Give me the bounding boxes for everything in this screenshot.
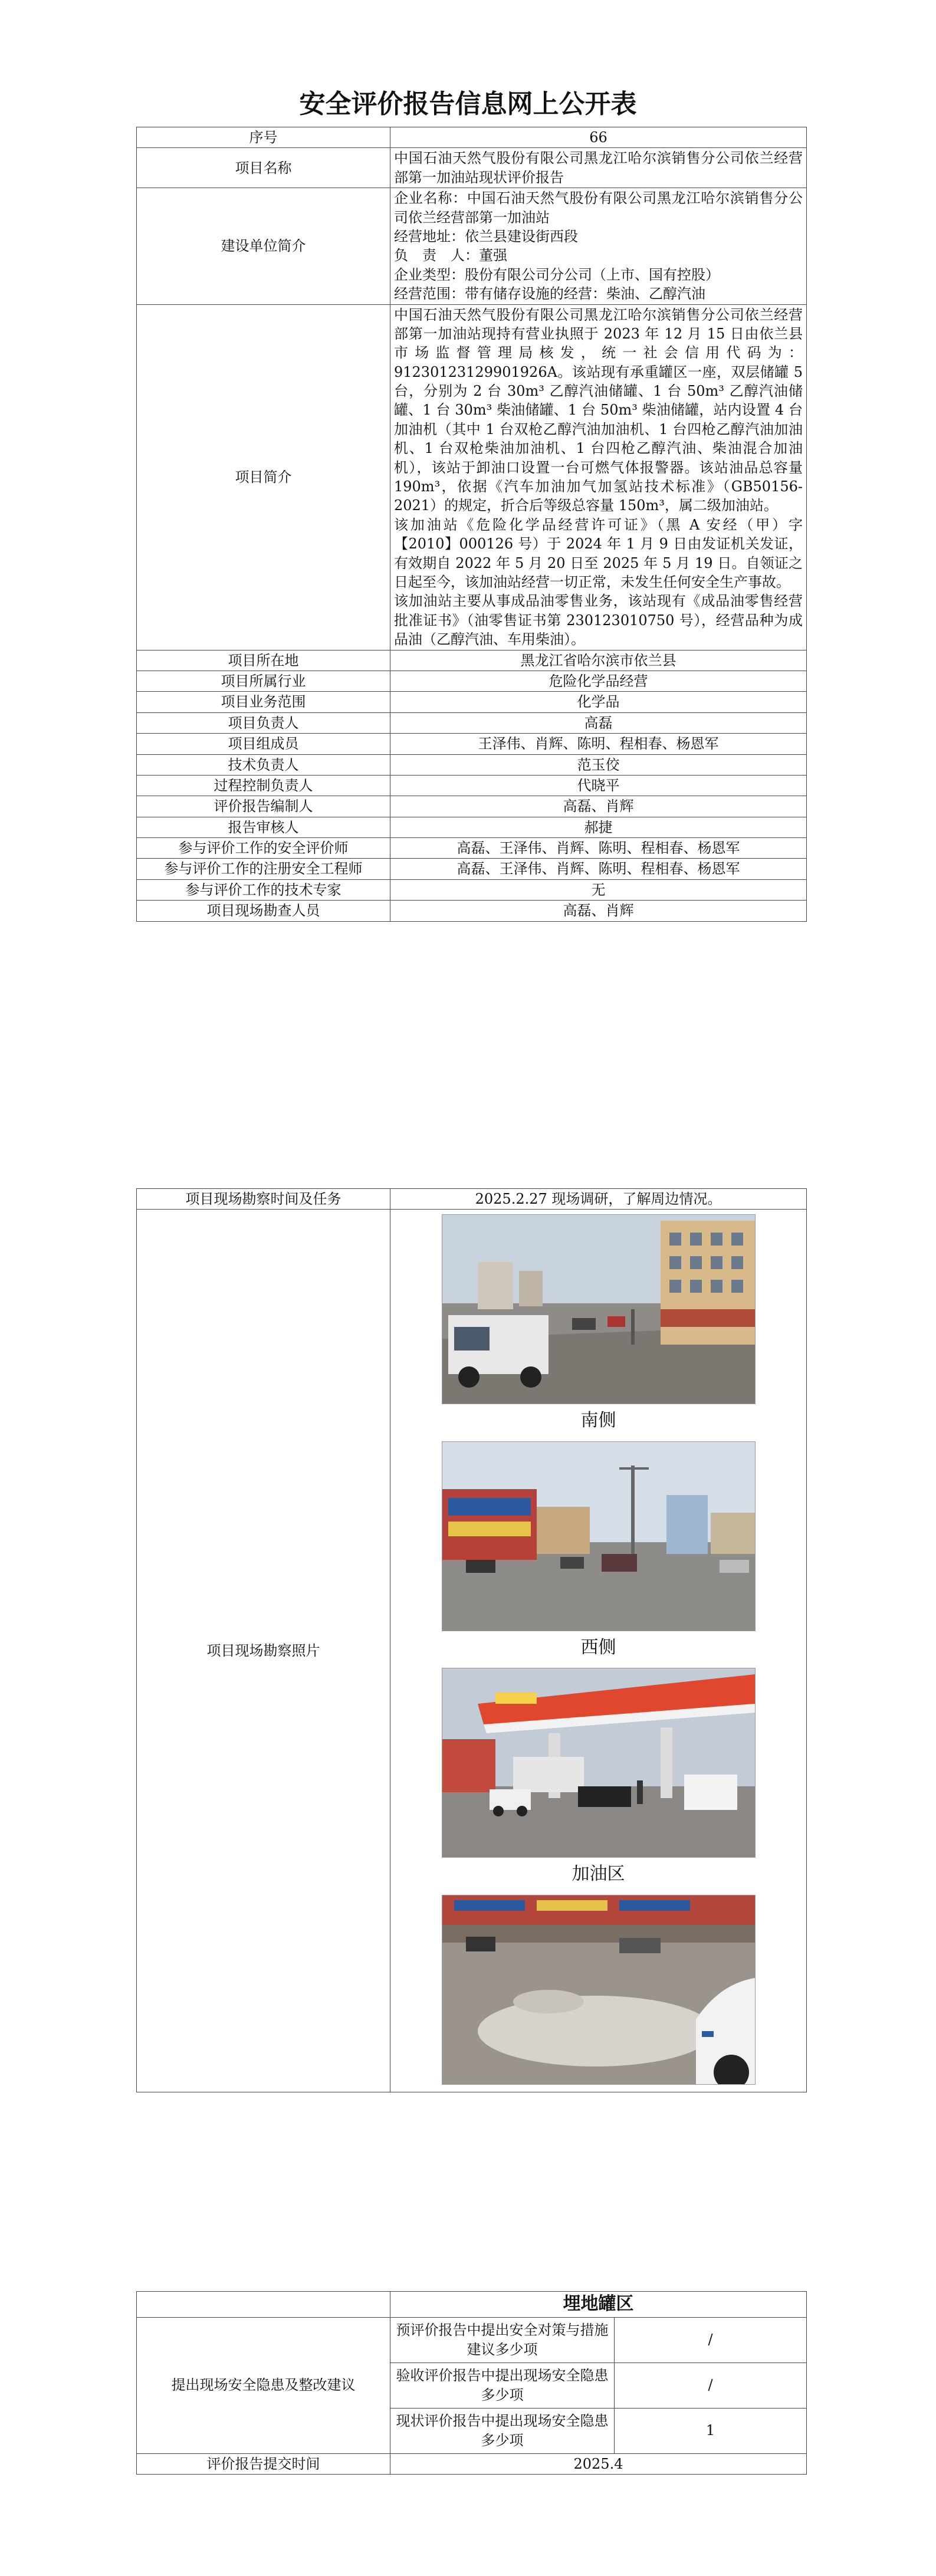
reviewer-value: 郝捷 bbox=[390, 817, 807, 837]
compiler-label: 评价报告编制人 bbox=[137, 796, 390, 817]
leader-value: 高磊 bbox=[390, 712, 807, 733]
table-row bbox=[137, 2453, 807, 2474]
process-leader-value: 代晓平 bbox=[390, 775, 807, 796]
info-table bbox=[136, 127, 807, 922]
hazard-answer: 1 bbox=[615, 2408, 807, 2453]
tech-leader-label: 技术负责人 bbox=[137, 754, 390, 775]
unit-intro-label: 建设单位简介 bbox=[137, 188, 390, 304]
unit-intro-value bbox=[390, 188, 807, 304]
photo-fueling-area bbox=[442, 1668, 756, 1858]
scope-label: 项目业务范围 bbox=[137, 692, 390, 712]
project-intro-label: 项目简介 bbox=[137, 304, 390, 650]
photo-south bbox=[442, 1214, 756, 1404]
process-leader-label: 过程控制负责人 bbox=[137, 775, 390, 796]
table-row bbox=[137, 879, 807, 900]
table-row bbox=[137, 2317, 807, 2363]
table-row bbox=[137, 754, 807, 775]
survey-time-label: 项目现场勘察时间及任务 bbox=[137, 1189, 390, 1210]
members-value: 王泽伟、肖辉、陈明、程相春、杨恩军 bbox=[390, 734, 807, 754]
photo-caption: 加油区 bbox=[572, 1864, 625, 1885]
table-row bbox=[137, 712, 807, 733]
intro-paragraph: 该加油站《危险化学品经营许可证》（黑 A 安经（甲）字【2010】000126 号）于 2024 年 1 月 9 日由发证机关发证，有效期自 2022 年 5 月 20 日至 2025 年 5 月 19 日。自领证之日起至今，该加油站经营一切正常，未发生任何安全生产事故。 bbox=[394, 516, 803, 590]
unit-line: 企业名称：中国石油天然气股份有限公司黑龙江哈尔滨销售分公司依兰经营部第一加油站 bbox=[394, 190, 803, 226]
hazard-question: 验收评价报告中提出现场安全隐患多少项 bbox=[390, 2363, 615, 2408]
page-title: 安全评价报告信息网上公开表 bbox=[299, 89, 637, 119]
hazards-header: 埋地罐区 bbox=[390, 2292, 807, 2318]
hazards-table bbox=[136, 2291, 807, 2475]
table-row bbox=[137, 650, 807, 671]
table-row bbox=[137, 1210, 807, 2092]
intro-paragraph: 中国石油天然气股份有限公司黑龙江哈尔滨销售分公司依兰经营部第一加油站现持有营业执照于 2023 年 12 月 15 日由依兰县市场监督管理局核发，统一社会信用代码为：91230123129901926A。该站现有承重罐区一座，双层储罐 5 台，分别为 2 台 30m³ 乙醇汽油储罐、1 台 50m³ 乙醇汽油储罐、1 台 30m³ 柴油储罐、1 台 50m³ 柴油储罐，站内设置 4 台加油机（其中 1 台双枪乙醇汽油加油机、1 台四枪乙醇汽油加油机、1 台双枪柴油加油机、1 台四枪乙醇汽油、柴油混合加油机），该站于卸油口设置一台可燃气体报警器。该站油品总容量 190m³，依据《汽车加油加气加氢站技术标准》（GB50156-2021）的规定，折合后等级总容量 150m³，属二级加油站。 bbox=[394, 306, 803, 514]
table-row bbox=[137, 188, 807, 304]
table-row bbox=[137, 148, 807, 188]
unit-line: 企业类型：股份有限公司分公司（上市、国有控股） bbox=[394, 266, 720, 283]
survey-time-value: 2025.2.27 现场调研，了解周边情况。 bbox=[390, 1189, 807, 1210]
hazard-question: 预评价报告中提出安全对策与措施建议多少项 bbox=[390, 2317, 615, 2363]
photo-tank-area bbox=[442, 1895, 756, 2085]
unit-line: 经营地址：依兰县建设街西段 bbox=[394, 228, 578, 245]
members-label: 项目组成员 bbox=[137, 734, 390, 754]
table-row bbox=[137, 901, 807, 921]
table-row bbox=[137, 692, 807, 712]
leader-label: 项目负责人 bbox=[137, 712, 390, 733]
reviewer-label: 报告审核人 bbox=[137, 817, 390, 837]
table-row bbox=[137, 817, 807, 837]
hazards-label: 提出现场安全隐患及整改建议 bbox=[137, 2317, 390, 2453]
hazard-answer: / bbox=[615, 2363, 807, 2408]
compiler-value: 高磊、肖辉 bbox=[390, 796, 807, 817]
survey-table bbox=[136, 1188, 807, 2092]
table-row bbox=[137, 304, 807, 650]
experts-label: 参与评价工作的技术专家 bbox=[137, 879, 390, 900]
location-value: 黑龙江省哈尔滨市依兰县 bbox=[390, 650, 807, 671]
project-intro-value bbox=[390, 304, 807, 650]
hazards-header-blank bbox=[137, 2292, 390, 2318]
table-row bbox=[137, 859, 807, 879]
industry-label: 项目所属行业 bbox=[137, 671, 390, 691]
seq-label: 序号 bbox=[137, 127, 390, 148]
survey-photos bbox=[390, 1210, 807, 2092]
photo-west bbox=[442, 1441, 756, 1631]
experts-value: 无 bbox=[390, 879, 807, 900]
table-row bbox=[137, 796, 807, 817]
location-label: 项目所在地 bbox=[137, 650, 390, 671]
project-name-value: 中国石油天然气股份有限公司黑龙江哈尔滨销售分公司依兰经营部第一加油站现状评价报告 bbox=[390, 148, 807, 188]
submit-time-label: 评价报告提交时间 bbox=[137, 2453, 390, 2474]
table-row bbox=[137, 734, 807, 754]
table-row bbox=[137, 775, 807, 796]
surveyors-value: 高磊、肖辉 bbox=[390, 901, 807, 921]
safety-evaluators-label: 参与评价工作的安全评价师 bbox=[137, 838, 390, 859]
hazard-answer: / bbox=[615, 2317, 807, 2363]
project-name-label: 项目名称 bbox=[137, 148, 390, 188]
table-row bbox=[137, 1189, 807, 1210]
intro-paragraph: 该加油站主要从事成品油零售业务，该站现有《成品油零售经营批准证书》（油零售证书第 230123010750 号），经营品种为成品油（乙醇汽油、车用柴油）。 bbox=[394, 593, 803, 648]
submit-time-value: 2025.4 bbox=[390, 2453, 807, 2474]
industry-value: 危险化学品经营 bbox=[390, 671, 807, 691]
survey-photos-label: 项目现场勘察照片 bbox=[137, 1210, 390, 2092]
safety-evaluators-value: 高磊、王泽伟、肖辉、陈明、程相春、杨恩军 bbox=[390, 838, 807, 859]
table-row bbox=[137, 671, 807, 691]
tech-leader-value: 范玉佼 bbox=[390, 754, 807, 775]
surveyors-label: 项目现场勘查人员 bbox=[137, 901, 390, 921]
registered-engineers-label: 参与评价工作的注册安全工程师 bbox=[137, 859, 390, 879]
hazard-question: 现状评价报告中提出现场安全隐患多少项 bbox=[390, 2408, 615, 2453]
photo-caption: 西侧 bbox=[580, 1637, 616, 1658]
photo-caption: 南侧 bbox=[580, 1410, 616, 1431]
table-row bbox=[137, 838, 807, 859]
table-row bbox=[137, 127, 807, 148]
scope-value: 化学品 bbox=[390, 692, 807, 712]
table-row bbox=[137, 2292, 807, 2318]
seq-value: 66 bbox=[390, 127, 807, 148]
unit-line: 经营范围：带有储存设施的经营：柴油、乙醇汽油 bbox=[394, 285, 705, 303]
unit-line: 负 责 人：董强 bbox=[394, 247, 507, 264]
registered-engineers-value: 高磊、王泽伟、肖辉、陈明、程相春、杨恩军 bbox=[390, 859, 807, 879]
